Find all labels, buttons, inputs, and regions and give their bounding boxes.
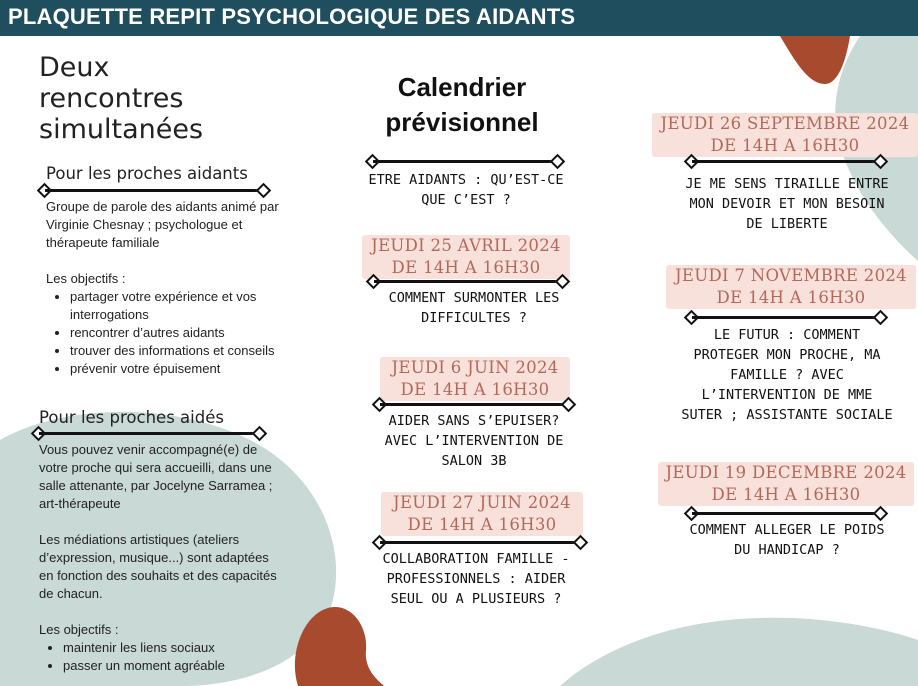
main-title [39,52,203,145]
session-topic [656,520,918,560]
topic-line: LE FUTUR : COMMENT [713,327,861,343]
topic-line: QUE C’EST ? [421,192,511,208]
topic-line: SUTER ; ASSISTANTE SOCIALE [681,407,893,423]
topic-line: FAMILLE ? AVEC [730,367,844,383]
aides-objectives-label: Les objectifs : [39,622,119,637]
topic-line: SALON 3B [441,453,507,469]
heading-proches-aidants: Pour les proches aidants [46,164,248,183]
session-divider [374,536,586,548]
aides-description: Vous pouvez venir accompagné(e) de votre proche qui sera accueilli, dans une salle attenante, par Jocelyne Sarramea ; art-thérapeute [39,442,273,511]
aidants-objectives-list [46,288,284,378]
session-date: JEUDI 19 DECEMBRE 2024 [665,463,907,482]
heading-proches-aides: Pour les proches aidés [39,408,224,427]
header-banner [0,0,918,36]
divider-proches-aides [33,427,265,439]
session-topic [656,174,918,234]
topic-line: COMMENT SURMONTER LES [388,290,560,306]
session-time: DE 14H A 16H30 [716,288,866,307]
session-divider [686,311,886,323]
session-divider [686,507,886,519]
main-title-line-3: simultanées [39,114,204,145]
session-date-badge [381,492,583,536]
session-time: DE 14H A 16H30 [711,485,861,504]
session-date-badge [666,265,916,309]
session-date-badge [652,113,918,157]
list-item: • passer un moment agréable [63,657,284,675]
session-divider [374,398,574,410]
topic-line: MON DEVOIR ET MON BESOIN [689,196,885,212]
session-time: DE 14H A 16H30 [407,515,557,534]
intro-topic [346,170,586,210]
list-item: • maintenir les liens sociaux [63,639,284,657]
topic-line: JE ME SENS TIRAILLE ENTRE [685,176,889,192]
session-date: JEUDI 7 NOVEMBRE 2024 [675,266,907,285]
aidants-objectives-label: Les objectifs : [46,271,126,286]
section-proches-aidants [46,198,284,378]
aides-objectives-list [39,639,284,675]
session-time: DE 14H A 16H30 [400,380,550,399]
topic-line: PROFESSIONNELS : AIDER [386,571,566,587]
section-proches-aides [39,441,284,675]
main-title-line-1: Deux [39,52,110,83]
rust-blob-bottom [288,600,388,686]
topic-line: COMMENT ALLEGER LE POIDS [689,522,885,538]
session-date: JEUDI 6 JUIN 2024 [391,358,559,377]
calendar-title [372,70,552,140]
session-time: DE 14H A 16H30 [710,136,860,155]
topic-line: DU HANDICAP ? [734,542,840,558]
topic-line: ETRE AIDANTS : QU’EST-CE [368,172,564,188]
list-item: • partager votre expérience et vos interrogations [70,288,284,324]
session-topic [346,288,602,328]
session-date-badge [658,462,914,506]
sage-blob-bottom-right [560,600,918,686]
topic-line: L’INTERVENTION DE MME [701,387,873,403]
aides-mediations: Les médiations artistiques (ateliers d’expression, musique...) sont adaptées en fonction des souhaits et des capacités de chacun. [39,532,277,601]
calendar-title-line-1: Calendrier [397,72,527,102]
calendar-title-line-2: prévisionnel [385,107,539,137]
session-date-badge [380,357,570,401]
aidants-description: Groupe de parole des aidants animé par Virginie Chesnay ; psychologue et thérapeute familiale [46,199,279,250]
banner-title: PLAQUETTE REPIT PSYCHOLOGIQUE DES AIDANTS [8,4,576,29]
list-item: • trouver des informations et conseils [70,342,284,360]
divider-proches-aidants [39,184,269,196]
topic-line: SEUL OU A PLUSIEURS ? [390,591,562,607]
session-topic [346,549,606,609]
topic-line: DE LIBERTE [746,216,828,232]
session-date: JEUDI 26 SEPTEMBRE 2024 [660,114,910,133]
divider-intro [367,155,563,167]
topic-line: COLLABORATION FAMILLE - [382,551,570,567]
session-time: DE 14H A 16H30 [391,258,541,277]
session-topic [656,325,918,425]
topic-line: AIDER SANS S’EPUISER? [388,413,560,429]
main-title-line-2: rencontres [39,83,184,114]
topic-line: AVEC L’INTERVENTION DE [384,433,564,449]
session-divider [686,155,886,167]
list-item: • prévenir votre épuisement [70,360,284,378]
session-date: JEUDI 27 JUIN 2024 [393,493,571,512]
topic-line: DIFFICULTES ? [421,310,527,326]
session-date-badge [362,235,570,279]
list-item: • rencontrer d’autres aidants [70,324,284,342]
session-topic [346,411,602,471]
topic-line: PROTEGER MON PROCHE, MA [693,347,881,363]
session-divider [368,275,568,287]
session-date: JEUDI 25 AVRIL 2024 [371,236,561,255]
